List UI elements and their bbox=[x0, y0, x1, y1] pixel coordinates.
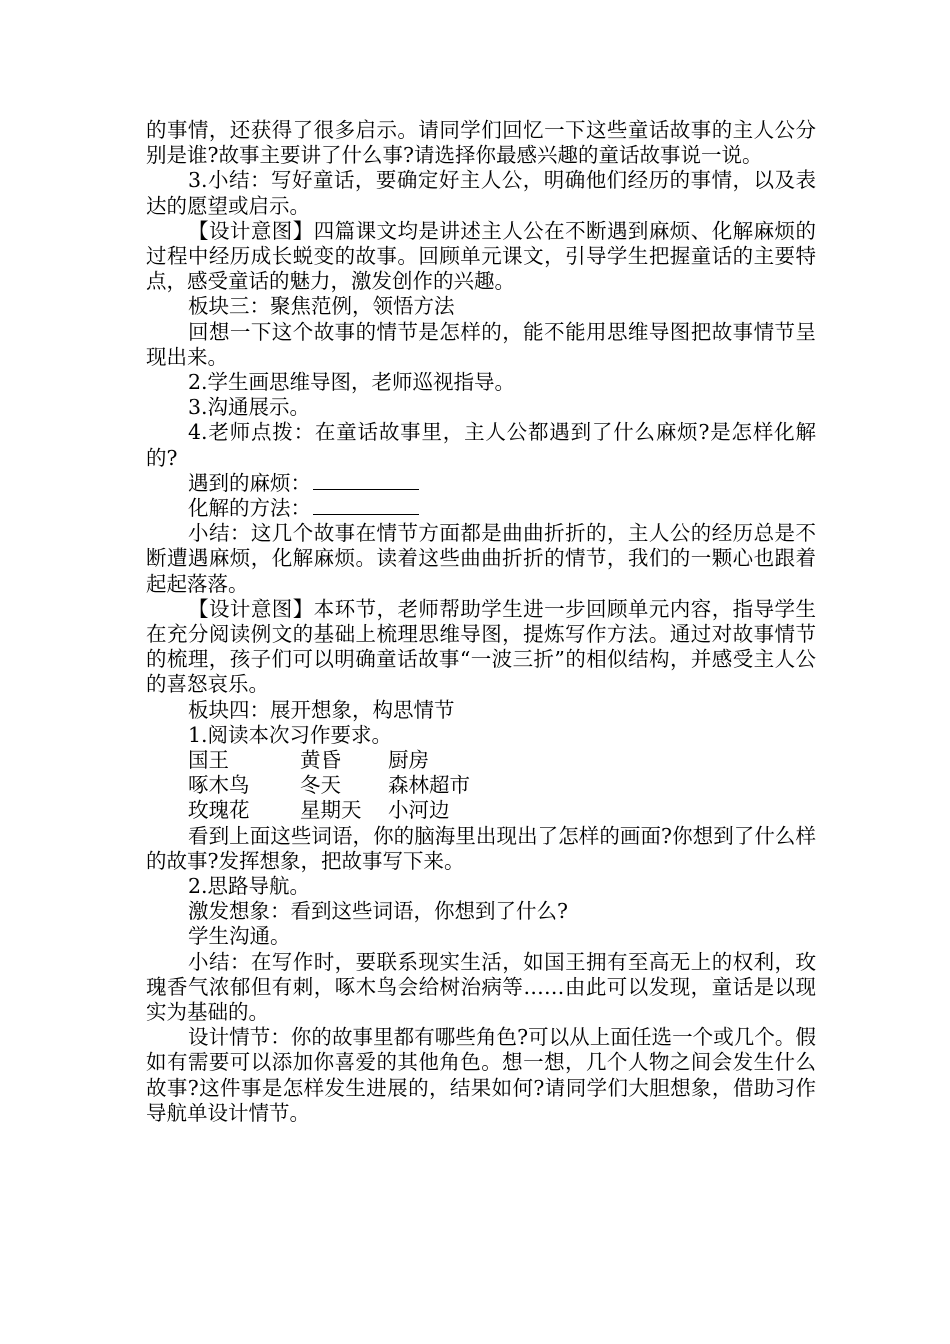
word-row bbox=[146, 798, 816, 823]
word-item: 冬天 bbox=[300, 773, 341, 798]
fill-blank-underline bbox=[313, 496, 419, 515]
design-intent-paragraph: 【设计意图】四篇课文均是讲述主人公在不断遇到麻烦、化解麻烦的过程中经历成长蜕变的故事。回顾单元课文，引导学生把握童话的主要特点，感受童话的魅力，激发创作的兴趣。 bbox=[146, 218, 816, 294]
paragraph: 4.老师点拨：在童话故事里，主人公都遇到了什么麻烦?是怎样化解的? bbox=[146, 420, 816, 470]
fill-blank-line bbox=[146, 496, 816, 521]
fill-blank-underline bbox=[313, 471, 419, 490]
fill-blank-label: 化解的方法： bbox=[188, 496, 311, 521]
word-table bbox=[146, 748, 816, 824]
paragraph: 2.学生画思维导图，老师巡视指导。 bbox=[188, 370, 516, 395]
word-item: 啄木鸟 bbox=[188, 773, 250, 798]
paragraph: 设计情节：你的故事里都有哪些角色?可以从上面任选一个或几个。假如有需要可以添加你喜爱的其他角色。想一想，几个人物之间会发生什么故事?这件事是怎样发生进展的，结果如何?请同学们大胆想象，借助习作导航单设计情节。 bbox=[146, 1025, 816, 1125]
paragraph: 看到上面这些词语，你的脑海里出现出了怎样的画面?你想到了什么样的故事?发挥想象，把故事写下来。 bbox=[146, 823, 816, 873]
fill-blank-label: 遇到的麻烦： bbox=[188, 470, 311, 495]
word-item: 星期天 bbox=[300, 798, 362, 823]
word-item: 国王 bbox=[188, 748, 229, 773]
section-heading: 板块四：展开想象，构思情节 bbox=[188, 697, 455, 722]
word-item: 小河边 bbox=[388, 798, 450, 823]
word-item: 森林超市 bbox=[388, 773, 470, 798]
paragraph: 学生沟通。 bbox=[188, 924, 291, 949]
word-item: 黄昏 bbox=[300, 748, 341, 773]
paragraph: 3.小结：写好童话，要确定好主人公，明确他们经历的事情，以及表达的愿望或启示。 bbox=[146, 168, 816, 218]
paragraph: 1.阅读本次习作要求。 bbox=[188, 722, 393, 747]
paragraph: 回想一下这个故事的情节是怎样的，能不能用思维导图把故事情节呈现出来。 bbox=[146, 319, 816, 369]
paragraph: 小结：这几个故事在情节方面都是曲曲折折的，主人公的经历总是不断遭遇麻烦，化解麻烦。读着这些曲曲折折的情节，我们的一颗心也跟着起起落落。 bbox=[146, 521, 816, 596]
word-row bbox=[146, 748, 816, 773]
section-heading: 板块三：聚焦范例，领悟方法 bbox=[188, 294, 455, 319]
document-page bbox=[146, 118, 816, 1126]
paragraph: 的事情，还获得了很多启示。请同学们回忆一下这些童话故事的主人公分别是谁?故事主要讲了什么事?请选择你最感兴趣的童话故事说一说。 bbox=[146, 118, 816, 168]
word-row bbox=[146, 773, 816, 798]
paragraph: 激发想象：看到这些词语，你想到了什么? bbox=[188, 899, 568, 924]
word-item: 厨房 bbox=[388, 748, 429, 773]
fill-blank-line bbox=[146, 471, 816, 496]
design-intent-paragraph: 【设计意图】本环节，老师帮助学生进一步回顾单元内容，指导学生在充分阅读例文的基础上梳理思维导图，提炼写作方法。通过对故事情节的梳理，孩子们可以明确童话故事“一波三折”的相似结构，并感受主人公的喜怒哀乐。 bbox=[146, 596, 816, 697]
paragraph: 2.思路导航。 bbox=[188, 874, 311, 899]
word-item: 玫瑰花 bbox=[188, 798, 250, 823]
paragraph: 小结：在写作时，要联系现实生活，如国王拥有至高无上的权利，玫瑰香气浓郁但有刺，啄木鸟会给树治病等……由此可以发现，童话是以现实为基础的。 bbox=[146, 949, 816, 1025]
paragraph: 3.沟通展示。 bbox=[188, 395, 311, 420]
